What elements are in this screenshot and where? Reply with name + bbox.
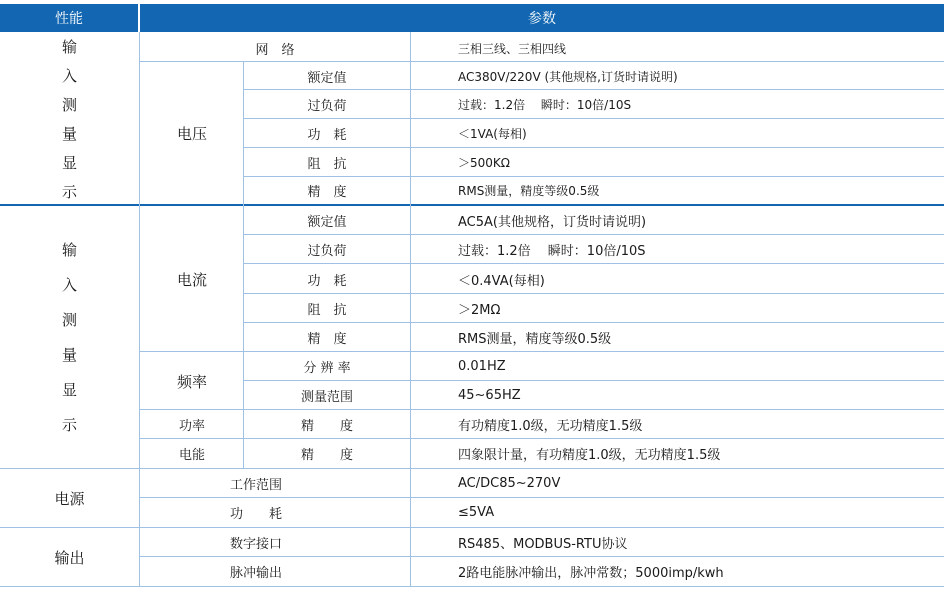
row-value <box>458 177 938 204</box>
row-label-text: 额定值 <box>307 215 347 230</box>
power-group-text: 功率 <box>178 419 205 434</box>
rule <box>140 497 944 498</box>
row-value-text: ≤5VA <box>458 505 495 520</box>
row-value <box>458 323 938 352</box>
row-value <box>458 498 938 527</box>
col-rule <box>410 32 411 587</box>
frequency-group-text: 频率 <box>176 372 207 391</box>
row-value <box>458 264 938 294</box>
section4-label-text: 输出 <box>54 548 85 567</box>
row-value <box>458 439 938 468</box>
power-group-label <box>140 410 244 439</box>
row-value-text: 2路电能脉冲输出，脉冲常数；5000imp/kwh <box>458 566 724 581</box>
row-label <box>244 352 410 381</box>
row-label-text: 阻 抗 <box>307 157 347 172</box>
energy-group-label <box>140 439 244 468</box>
row-label <box>244 235 410 264</box>
row-value-text: ＜0.4VA(每相) <box>458 273 545 289</box>
row-value <box>458 206 938 235</box>
rule <box>140 438 944 439</box>
row-label-text: 精 度 <box>307 185 347 200</box>
row-value <box>458 352 938 381</box>
row-label-text: 过负荷 <box>307 99 347 114</box>
frequency-group-label <box>140 352 244 410</box>
row-label-text: 数字接口 <box>229 537 282 552</box>
row-label-text: 过负荷 <box>307 244 347 259</box>
row-label-text: 工作范围 <box>229 478 282 493</box>
row-label <box>244 90 410 119</box>
label-char: 入 <box>61 276 77 294</box>
label-char: 显 <box>61 154 77 172</box>
network-value-text: 三相三线、三相四线 <box>458 41 567 56</box>
network-label-text: 网 络 <box>255 42 295 58</box>
row-value-text: 45~65HZ <box>458 388 521 403</box>
row-value-text: AC/DC85~270V <box>458 476 561 491</box>
label-char: 量 <box>61 346 77 364</box>
row-value <box>458 557 938 586</box>
network-value <box>458 34 938 62</box>
row-value-text: RS485、MODBUS-RTU协议 <box>458 537 628 552</box>
rule <box>244 176 944 177</box>
row-label <box>140 528 372 557</box>
rule <box>140 556 944 557</box>
rule <box>0 586 944 587</box>
voltage-group-text: 电压 <box>176 124 207 143</box>
rule <box>244 263 944 264</box>
label-char: 显 <box>61 381 77 399</box>
section1-label <box>0 34 139 204</box>
label-char: 示 <box>61 416 77 434</box>
row-label <box>244 323 410 352</box>
row-value-text: RMS测量，精度等级0.5级 <box>458 332 612 347</box>
label-char: 测 <box>61 96 77 114</box>
row-label <box>140 469 372 498</box>
row-value-text: ＞500KΩ <box>458 156 510 170</box>
rule <box>140 61 944 62</box>
rule <box>140 351 944 352</box>
section-divider <box>0 204 944 206</box>
section3-label-text: 电源 <box>54 489 85 508</box>
header-feature <box>0 4 138 32</box>
row-value <box>458 62 938 90</box>
label-char: 示 <box>61 183 77 201</box>
row-value-text: 过载：1.2倍 瞬时：10倍/10S <box>458 244 646 259</box>
row-value-text: 过载：1.2倍 瞬时：10倍/10S <box>458 98 632 112</box>
label-char: 测 <box>61 311 77 329</box>
row-label-text: 功 耗 <box>229 507 282 522</box>
rule <box>140 409 944 410</box>
row-value-text: RMS测量，精度等级0.5级 <box>458 184 600 198</box>
row-value <box>458 235 938 264</box>
row-label <box>140 498 372 527</box>
row-label-text: 脉冲输出 <box>229 566 282 581</box>
rule <box>0 468 944 469</box>
row-label-text: 功 耗 <box>307 273 347 289</box>
rule <box>244 380 944 381</box>
row-value-text: ＞2MΩ <box>458 303 501 318</box>
row-label <box>244 62 410 90</box>
row-value-text: AC5A(其他规格，订货时请说明) <box>458 215 647 230</box>
row-label-text: 精 度 <box>307 332 347 347</box>
row-label <box>244 294 410 323</box>
row-label <box>244 177 410 204</box>
row-value <box>458 148 938 177</box>
row-label <box>140 557 372 586</box>
col-rule <box>139 32 140 587</box>
label-char: 输 <box>61 38 77 56</box>
rule <box>244 147 944 148</box>
row-label-text: 精 度 <box>300 419 353 434</box>
row-value <box>458 410 938 439</box>
row-label <box>244 439 410 468</box>
row-label-text: 测量范围 <box>300 390 353 405</box>
section3-label <box>0 469 139 527</box>
rule <box>244 89 944 90</box>
rule <box>244 322 944 323</box>
row-label <box>244 206 410 235</box>
current-group-text: 电流 <box>176 270 207 289</box>
row-value-text: 有功精度1.0级，无功精度1.5级 <box>458 419 643 434</box>
section4-label <box>0 528 139 586</box>
row-label-text: 额定值 <box>307 70 347 86</box>
row-label-text: 阻 抗 <box>307 303 347 318</box>
row-value <box>458 294 938 323</box>
energy-group-text: 电能 <box>178 448 205 463</box>
rule <box>244 293 944 294</box>
rule <box>0 527 944 528</box>
rule <box>244 234 944 235</box>
row-value <box>458 90 938 119</box>
row-value-text: 四象限计量，有功精度1.0级，无功精度1.5级 <box>458 448 721 463</box>
current-group-label <box>140 206 244 352</box>
label-char: 输 <box>61 241 77 259</box>
row-value-text: ＜1VA(每相) <box>458 127 527 141</box>
header-feature-label: 性能 <box>55 11 83 27</box>
row-value <box>458 469 938 498</box>
row-label-text: 精 度 <box>300 448 353 463</box>
row-label <box>244 381 410 410</box>
row-label <box>244 264 410 294</box>
label-char: 量 <box>61 125 77 143</box>
row-value <box>458 381 938 410</box>
row-label-text: 分 辨 率 <box>303 361 351 376</box>
row-value <box>458 528 938 557</box>
header-params-label: 参数 <box>528 11 556 27</box>
row-label <box>244 148 410 177</box>
rule <box>244 118 944 119</box>
col-rule <box>243 62 244 468</box>
network-label <box>140 34 410 62</box>
row-value-text: 0.01HZ <box>458 359 506 374</box>
voltage-group-label <box>140 62 244 204</box>
row-value <box>458 119 938 148</box>
row-label <box>244 410 410 439</box>
section2-label <box>0 206 139 468</box>
row-label <box>244 119 410 148</box>
row-label-text: 功 耗 <box>307 128 347 143</box>
row-value-text: AC380V/220V (其他规格,订货时请说明) <box>458 69 678 84</box>
header-params <box>140 4 944 32</box>
label-char: 入 <box>61 67 77 85</box>
